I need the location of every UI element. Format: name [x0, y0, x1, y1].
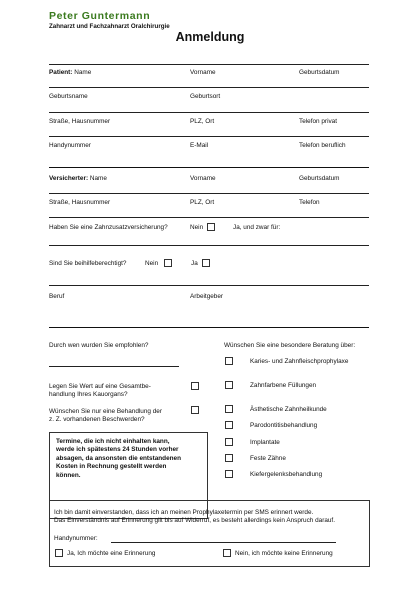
zusatz-question: Haben Sie eine Zahnzusatzversicherung?: [49, 224, 168, 231]
strasse-label: Straße, Hausnummer: [49, 118, 111, 125]
sms-yes-checkbox[interactable]: [55, 549, 63, 557]
sms-yes-label: Ja, Ich möchte eine Erinnerung: [67, 550, 156, 557]
consult-checkbox-feste-zaehne[interactable]: [225, 454, 233, 462]
geburtsort-label: Geburtsort: [190, 93, 221, 100]
sms-handy-line[interactable]: [111, 542, 336, 543]
email-label: E-Mail: [190, 142, 209, 149]
beihilfe-ja-checkbox[interactable]: [202, 259, 210, 267]
telefon-beruflich-label: Telefon beruflich: [299, 142, 346, 149]
name-label-text: Name: [74, 69, 92, 76]
insured-plz-label: PLZ, Ort: [190, 199, 215, 206]
beihilfe-nein-label: Nein: [145, 260, 159, 267]
beihilfe-question: Sind Sie beihilfeberechtigt?: [49, 260, 127, 267]
consult-option-feste-zaehne: Feste Zähne: [250, 455, 286, 462]
insured-section-label: Versicherter:: [49, 175, 89, 182]
work-divider: [49, 327, 369, 328]
insured-name-line[interactable]: [49, 193, 369, 194]
einzel-question-line1: Wünschen Sie nur eine Behandlung der: [49, 408, 162, 415]
zusatz-ja-label: Ja, und zwar für:: [233, 224, 281, 231]
consult-option-prophylaxe: Karies- und Zahnfleischprophylaxe: [250, 358, 349, 365]
patient-name-line[interactable]: [49, 87, 369, 88]
divider-top: [49, 64, 369, 65]
consult-checkbox-parodontitis[interactable]: [225, 421, 233, 429]
gesamt-checkbox[interactable]: [191, 382, 199, 390]
telefon-privat-label: Telefon privat: [299, 118, 338, 125]
consult-checkbox-kiefergelenk[interactable]: [225, 470, 233, 478]
patient-section-divider: [49, 167, 369, 168]
insured-strasse-label: Straße, Hausnummer: [49, 199, 111, 206]
beihilfe-line: [49, 285, 369, 286]
sms-text-line2: Das Einverständnis auf Erinnerung gilt bis auf Widerruf, es besteht allerdings kein Anspruch darauf.: [54, 517, 335, 524]
zusatz-line[interactable]: [49, 245, 369, 246]
consult-option-parodontitis: Parodontitisbehandlung: [250, 422, 318, 429]
consult-option-aesthetik: Ästhetische Zahnheilkunde: [250, 406, 327, 413]
gesamt-question-line1: Legen Sie Wert auf eine Gesamtbe-: [49, 383, 151, 390]
consult-option-kiefergelenk: Kiefergelenksbehandlung: [250, 471, 323, 478]
notice-line: absagen, da ansonsten die entstandenen: [56, 454, 182, 462]
consult-checkbox-fuellungen[interactable]: [225, 381, 233, 389]
consult-checkbox-aesthetik[interactable]: [225, 405, 233, 413]
insured-name-label: [49, 175, 107, 182]
plz-label: PLZ, Ort: [190, 118, 215, 125]
einzel-question-line2: z. Z. vorhandenen Beschwerden?: [49, 416, 145, 423]
gesamt-question-line2: handlung Ihres Kauorgans?: [49, 391, 128, 398]
insured-geburtsdatum-label: Geburtsdatum: [299, 175, 340, 182]
arbeitgeber-label: Arbeitgeber: [190, 293, 224, 300]
empfohlen-line[interactable]: [49, 366, 179, 367]
form-title: Anmeldung: [175, 30, 245, 44]
sms-no-label: Nein, ich möchte keine Erinnerung: [235, 550, 333, 557]
insured-telefon-label: Telefon: [299, 199, 320, 206]
notice-line: werde ich spätestens 24 Stunden vorher: [56, 446, 179, 454]
sms-no-checkbox[interactable]: [223, 549, 231, 557]
einzel-checkbox[interactable]: [191, 406, 199, 414]
consult-heading: Wünschen Sie eine besondere Beratung über:: [224, 342, 356, 349]
patient-name-label: [49, 69, 91, 76]
insured-name-text: Name: [89, 175, 107, 182]
address-line[interactable]: [49, 136, 369, 137]
consult-checkbox-prophylaxe[interactable]: [225, 357, 233, 365]
beihilfe-ja-label: Ja: [191, 260, 198, 267]
geburtsname-label: Geburtsname: [49, 93, 88, 100]
zusatz-nein-label: Nein: [190, 224, 204, 231]
handy-label: Handynummer: [49, 142, 91, 149]
notice-line: Termine, die ich nicht einhalten kann,: [56, 438, 170, 445]
beihilfe-nein-checkbox[interactable]: [164, 259, 172, 267]
zusatz-nein-checkbox[interactable]: [207, 223, 215, 231]
consult-option-implantate: Implantate: [250, 439, 280, 446]
patient-vorname-label: Vorname: [190, 69, 216, 76]
geburtsname-line[interactable]: [49, 112, 369, 113]
sms-text-line1: Ich bin damit einverstanden, dass ich an meinen Prophylaxetermin per SMS erinnert werde.: [54, 509, 314, 516]
patient-geburtsdatum-label: Geburtsdatum: [299, 69, 340, 76]
notice-line: Kosten in Rechnung gestellt werden: [56, 463, 167, 471]
practice-name: Peter Guntermann: [49, 10, 151, 22]
patient-section-label: Patient:: [49, 69, 73, 76]
sms-handy-label: Handynummer:: [54, 535, 98, 542]
insured-address-line[interactable]: [49, 217, 369, 218]
beruf-label: Beruf: [49, 293, 65, 300]
practice-subtitle: Zahnarzt und Fachzahnarzt Oralchirurgie: [49, 23, 170, 30]
insured-vorname-label: Vorname: [190, 175, 216, 182]
notice-line: können.: [56, 471, 81, 479]
consult-option-fuellungen: Zahnfarbene Füllungen: [250, 382, 317, 389]
consult-checkbox-implantate[interactable]: [225, 438, 233, 446]
empfohlen-question: Durch wen wurden Sie empfohlen?: [49, 342, 149, 349]
